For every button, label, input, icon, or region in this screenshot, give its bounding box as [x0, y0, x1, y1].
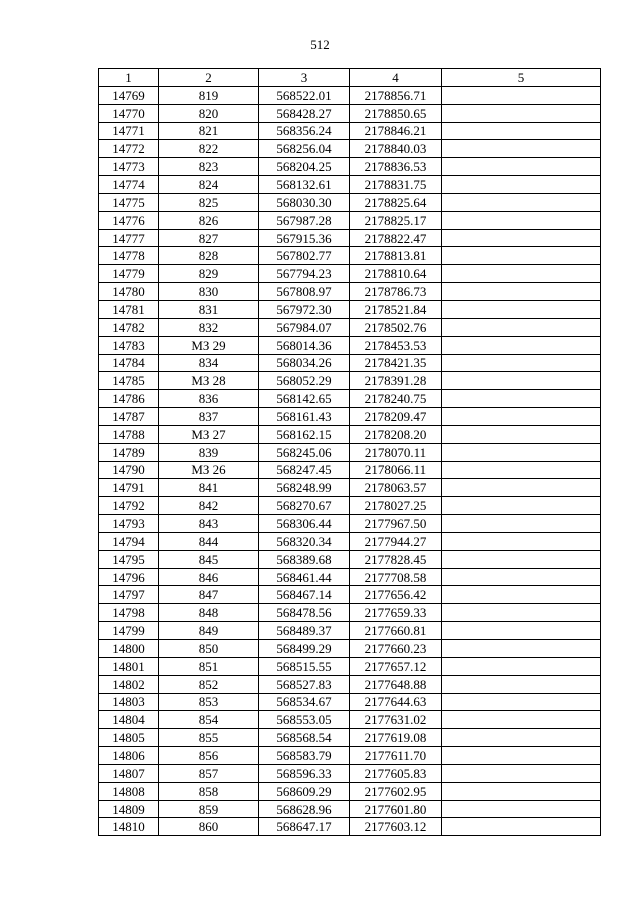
table-row	[99, 764, 601, 782]
note-cell	[442, 354, 601, 372]
note-cell	[442, 86, 601, 104]
table-row	[99, 747, 601, 765]
y-coordinate-cell: 2177619.08	[350, 729, 442, 747]
y-coordinate-cell: 2178502.76	[350, 318, 442, 336]
table-row	[99, 729, 601, 747]
row-number-cell: 14789	[99, 443, 159, 461]
row-number-cell: 14770	[99, 104, 159, 122]
row-number-cell: 14790	[99, 461, 159, 479]
y-coordinate-cell: 2177648.88	[350, 675, 442, 693]
x-coordinate-cell: 568461.44	[259, 568, 350, 586]
x-coordinate-cell: 568467.14	[259, 586, 350, 604]
table-row	[99, 425, 601, 443]
y-coordinate-cell: 2177603.12	[350, 818, 442, 836]
table-row	[99, 300, 601, 318]
y-coordinate-cell: 2177631.02	[350, 711, 442, 729]
y-coordinate-cell: 2177660.81	[350, 622, 442, 640]
x-coordinate-cell: 568247.45	[259, 461, 350, 479]
table-row	[99, 657, 601, 675]
point-id-cell: 839	[159, 443, 259, 461]
table-row	[99, 461, 601, 479]
note-cell	[442, 176, 601, 194]
table-row	[99, 104, 601, 122]
x-coordinate-cell: 567794.23	[259, 265, 350, 283]
point-id-cell: 843	[159, 515, 259, 533]
note-cell	[442, 479, 601, 497]
table-row	[99, 479, 601, 497]
row-number-cell: 14803	[99, 693, 159, 711]
table-row	[99, 443, 601, 461]
row-number-cell: 14804	[99, 711, 159, 729]
x-coordinate-cell: 568499.29	[259, 640, 350, 658]
note-cell	[442, 532, 601, 550]
note-cell	[442, 764, 601, 782]
table-row	[99, 390, 601, 408]
point-id-cell: 844	[159, 532, 259, 550]
table-row	[99, 283, 601, 301]
note-cell	[442, 497, 601, 515]
y-coordinate-cell: 2177828.45	[350, 550, 442, 568]
point-id-cell: 849	[159, 622, 259, 640]
y-coordinate-cell: 2177944.27	[350, 532, 442, 550]
column-header-5: 5	[442, 69, 601, 87]
y-coordinate-cell: 2178066.11	[350, 461, 442, 479]
x-coordinate-cell: 568306.44	[259, 515, 350, 533]
y-coordinate-cell: 2177644.63	[350, 693, 442, 711]
table-row	[99, 711, 601, 729]
note-cell	[442, 640, 601, 658]
note-cell	[442, 461, 601, 479]
row-number-cell: 14794	[99, 532, 159, 550]
point-id-cell: 851	[159, 657, 259, 675]
row-number-cell: 14798	[99, 604, 159, 622]
point-id-cell: МЗ 28	[159, 372, 259, 390]
y-coordinate-cell: 2178822.47	[350, 229, 442, 247]
y-coordinate-cell: 2178521.84	[350, 300, 442, 318]
x-coordinate-cell: 568356.24	[259, 122, 350, 140]
note-cell	[442, 568, 601, 586]
note-cell	[442, 622, 601, 640]
note-cell	[442, 211, 601, 229]
x-coordinate-cell: 568142.65	[259, 390, 350, 408]
point-id-cell: 830	[159, 283, 259, 301]
row-number-cell: 14802	[99, 675, 159, 693]
point-id-cell: МЗ 26	[159, 461, 259, 479]
table-row	[99, 372, 601, 390]
x-coordinate-cell: 568270.67	[259, 497, 350, 515]
table-row	[99, 193, 601, 211]
table-row	[99, 782, 601, 800]
note-cell	[442, 247, 601, 265]
row-number-cell: 14810	[99, 818, 159, 836]
note-cell	[442, 122, 601, 140]
row-number-cell: 14807	[99, 764, 159, 782]
row-number-cell: 14777	[99, 229, 159, 247]
row-number-cell: 14788	[99, 425, 159, 443]
row-number-cell: 14772	[99, 140, 159, 158]
x-coordinate-cell: 568553.05	[259, 711, 350, 729]
table-row	[99, 568, 601, 586]
y-coordinate-cell: 2178810.64	[350, 265, 442, 283]
table-row	[99, 497, 601, 515]
y-coordinate-cell: 2178063.57	[350, 479, 442, 497]
note-cell	[442, 747, 601, 765]
note-cell	[442, 800, 601, 818]
note-cell	[442, 550, 601, 568]
point-id-cell: 846	[159, 568, 259, 586]
y-coordinate-cell: 2178846.21	[350, 122, 442, 140]
x-coordinate-cell: 568568.54	[259, 729, 350, 747]
y-coordinate-cell: 2178786.73	[350, 283, 442, 301]
x-coordinate-cell: 568534.67	[259, 693, 350, 711]
x-coordinate-cell: 568515.55	[259, 657, 350, 675]
note-cell	[442, 158, 601, 176]
table-row	[99, 229, 601, 247]
table-row	[99, 354, 601, 372]
column-header-2: 2	[159, 69, 259, 87]
table-row	[99, 265, 601, 283]
note-cell	[442, 657, 601, 675]
note-cell	[442, 140, 601, 158]
x-coordinate-cell: 568320.34	[259, 532, 350, 550]
x-coordinate-cell: 567987.28	[259, 211, 350, 229]
y-coordinate-cell: 2178453.53	[350, 336, 442, 354]
point-id-cell: 824	[159, 176, 259, 194]
row-number-cell: 14808	[99, 782, 159, 800]
y-coordinate-cell: 2178240.75	[350, 390, 442, 408]
row-number-cell: 14769	[99, 86, 159, 104]
y-coordinate-cell: 2178391.28	[350, 372, 442, 390]
note-cell	[442, 104, 601, 122]
x-coordinate-cell: 568609.29	[259, 782, 350, 800]
table-header-row	[99, 69, 601, 87]
x-coordinate-cell: 568014.36	[259, 336, 350, 354]
y-coordinate-cell: 2177967.50	[350, 515, 442, 533]
table-row	[99, 86, 601, 104]
point-id-cell: 821	[159, 122, 259, 140]
y-coordinate-cell: 2177657.12	[350, 657, 442, 675]
table-row	[99, 550, 601, 568]
row-number-cell: 14800	[99, 640, 159, 658]
x-coordinate-cell: 567915.36	[259, 229, 350, 247]
table-row	[99, 408, 601, 426]
x-coordinate-cell: 568647.17	[259, 818, 350, 836]
table-row	[99, 515, 601, 533]
note-cell	[442, 604, 601, 622]
x-coordinate-cell: 568527.83	[259, 675, 350, 693]
table-row	[99, 247, 601, 265]
point-id-cell: 847	[159, 586, 259, 604]
y-coordinate-cell: 2178208.20	[350, 425, 442, 443]
table-row	[99, 693, 601, 711]
row-number-cell: 14774	[99, 176, 159, 194]
note-cell	[442, 193, 601, 211]
point-id-cell: 820	[159, 104, 259, 122]
row-number-cell: 14779	[99, 265, 159, 283]
note-cell	[442, 408, 601, 426]
point-id-cell: МЗ 29	[159, 336, 259, 354]
row-number-cell: 14797	[99, 586, 159, 604]
point-id-cell: 822	[159, 140, 259, 158]
row-number-cell: 14784	[99, 354, 159, 372]
point-id-cell: 825	[159, 193, 259, 211]
y-coordinate-cell: 2177611.70	[350, 747, 442, 765]
y-coordinate-cell: 2178027.25	[350, 497, 442, 515]
note-cell	[442, 818, 601, 836]
point-id-cell: 832	[159, 318, 259, 336]
note-cell	[442, 336, 601, 354]
column-header-4: 4	[350, 69, 442, 87]
note-cell	[442, 711, 601, 729]
x-coordinate-cell: 568489.37	[259, 622, 350, 640]
note-cell	[442, 300, 601, 318]
y-coordinate-cell: 2178836.53	[350, 158, 442, 176]
point-id-cell: 856	[159, 747, 259, 765]
point-id-cell: 857	[159, 764, 259, 782]
y-coordinate-cell: 2177601.80	[350, 800, 442, 818]
point-id-cell: МЗ 27	[159, 425, 259, 443]
note-cell	[442, 515, 601, 533]
point-id-cell: 829	[159, 265, 259, 283]
point-id-cell: 826	[159, 211, 259, 229]
y-coordinate-cell: 2178070.11	[350, 443, 442, 461]
x-coordinate-cell: 568132.61	[259, 176, 350, 194]
x-coordinate-cell: 568583.79	[259, 747, 350, 765]
note-cell	[442, 675, 601, 693]
row-number-cell: 14771	[99, 122, 159, 140]
point-id-cell: 819	[159, 86, 259, 104]
x-coordinate-cell: 568052.29	[259, 372, 350, 390]
note-cell	[442, 283, 601, 301]
y-coordinate-cell: 2178856.71	[350, 86, 442, 104]
y-coordinate-cell: 2177708.58	[350, 568, 442, 586]
x-coordinate-cell: 568389.68	[259, 550, 350, 568]
point-id-cell: 854	[159, 711, 259, 729]
row-number-cell: 14776	[99, 211, 159, 229]
y-coordinate-cell: 2178840.03	[350, 140, 442, 158]
y-coordinate-cell: 2177659.33	[350, 604, 442, 622]
note-cell	[442, 265, 601, 283]
y-coordinate-cell: 2178421.35	[350, 354, 442, 372]
table-row	[99, 318, 601, 336]
row-number-cell: 14791	[99, 479, 159, 497]
x-coordinate-cell: 567972.30	[259, 300, 350, 318]
row-number-cell: 14786	[99, 390, 159, 408]
row-number-cell: 14773	[99, 158, 159, 176]
y-coordinate-cell: 2178209.47	[350, 408, 442, 426]
x-coordinate-cell: 568478.56	[259, 604, 350, 622]
row-number-cell: 14782	[99, 318, 159, 336]
table-row	[99, 586, 601, 604]
note-cell	[442, 390, 601, 408]
table-row	[99, 176, 601, 194]
column-header-3: 3	[259, 69, 350, 87]
point-id-cell: 845	[159, 550, 259, 568]
table-row	[99, 622, 601, 640]
point-id-cell: 837	[159, 408, 259, 426]
note-cell	[442, 229, 601, 247]
page-number: 512	[310, 37, 330, 52]
note-cell	[442, 729, 601, 747]
x-coordinate-cell: 568428.27	[259, 104, 350, 122]
table-row	[99, 604, 601, 622]
point-id-cell: 855	[159, 729, 259, 747]
point-id-cell: 859	[159, 800, 259, 818]
row-number-cell: 14792	[99, 497, 159, 515]
table-body	[99, 86, 601, 835]
point-id-cell: 834	[159, 354, 259, 372]
table-row	[99, 675, 601, 693]
row-number-cell: 14796	[99, 568, 159, 586]
note-cell	[442, 443, 601, 461]
point-id-cell: 852	[159, 675, 259, 693]
table-row	[99, 336, 601, 354]
table-row	[99, 818, 601, 836]
note-cell	[442, 372, 601, 390]
note-cell	[442, 693, 601, 711]
row-number-cell: 14806	[99, 747, 159, 765]
x-coordinate-cell: 568628.96	[259, 800, 350, 818]
point-id-cell: 842	[159, 497, 259, 515]
x-coordinate-cell: 568245.06	[259, 443, 350, 461]
point-id-cell: 853	[159, 693, 259, 711]
y-coordinate-cell: 2178831.75	[350, 176, 442, 194]
row-number-cell: 14775	[99, 193, 159, 211]
table-row	[99, 140, 601, 158]
coordinates-table	[98, 68, 601, 836]
row-number-cell: 14781	[99, 300, 159, 318]
row-number-cell: 14801	[99, 657, 159, 675]
row-number-cell: 14795	[99, 550, 159, 568]
y-coordinate-cell: 2178813.81	[350, 247, 442, 265]
x-coordinate-cell: 568522.01	[259, 86, 350, 104]
note-cell	[442, 782, 601, 800]
row-number-cell: 14799	[99, 622, 159, 640]
x-coordinate-cell: 568034.26	[259, 354, 350, 372]
x-coordinate-cell: 568248.99	[259, 479, 350, 497]
point-id-cell: 860	[159, 818, 259, 836]
table-row	[99, 122, 601, 140]
y-coordinate-cell: 2177656.42	[350, 586, 442, 604]
column-header-1: 1	[99, 69, 159, 87]
point-id-cell: 848	[159, 604, 259, 622]
y-coordinate-cell: 2178825.17	[350, 211, 442, 229]
y-coordinate-cell: 2178825.64	[350, 193, 442, 211]
y-coordinate-cell: 2177660.23	[350, 640, 442, 658]
row-number-cell: 14780	[99, 283, 159, 301]
point-id-cell: 858	[159, 782, 259, 800]
row-number-cell: 14778	[99, 247, 159, 265]
point-id-cell: 828	[159, 247, 259, 265]
x-coordinate-cell: 567802.77	[259, 247, 350, 265]
y-coordinate-cell: 2177602.95	[350, 782, 442, 800]
x-coordinate-cell: 567984.07	[259, 318, 350, 336]
x-coordinate-cell: 568256.04	[259, 140, 350, 158]
point-id-cell: 841	[159, 479, 259, 497]
x-coordinate-cell: 568162.15	[259, 425, 350, 443]
point-id-cell: 836	[159, 390, 259, 408]
row-number-cell: 14809	[99, 800, 159, 818]
note-cell	[442, 425, 601, 443]
point-id-cell: 831	[159, 300, 259, 318]
row-number-cell: 14805	[99, 729, 159, 747]
x-coordinate-cell: 568596.33	[259, 764, 350, 782]
table-row	[99, 800, 601, 818]
note-cell	[442, 586, 601, 604]
x-coordinate-cell: 567808.97	[259, 283, 350, 301]
point-id-cell: 850	[159, 640, 259, 658]
row-number-cell: 14785	[99, 372, 159, 390]
x-coordinate-cell: 568204.25	[259, 158, 350, 176]
y-coordinate-cell: 2178850.65	[350, 104, 442, 122]
table-row	[99, 158, 601, 176]
row-number-cell: 14783	[99, 336, 159, 354]
x-coordinate-cell: 568161.43	[259, 408, 350, 426]
table-row	[99, 640, 601, 658]
row-number-cell: 14787	[99, 408, 159, 426]
row-number-cell: 14793	[99, 515, 159, 533]
note-cell	[442, 318, 601, 336]
point-id-cell: 827	[159, 229, 259, 247]
x-coordinate-cell: 568030.30	[259, 193, 350, 211]
table-row	[99, 211, 601, 229]
table-row	[99, 532, 601, 550]
point-id-cell: 823	[159, 158, 259, 176]
y-coordinate-cell: 2177605.83	[350, 764, 442, 782]
